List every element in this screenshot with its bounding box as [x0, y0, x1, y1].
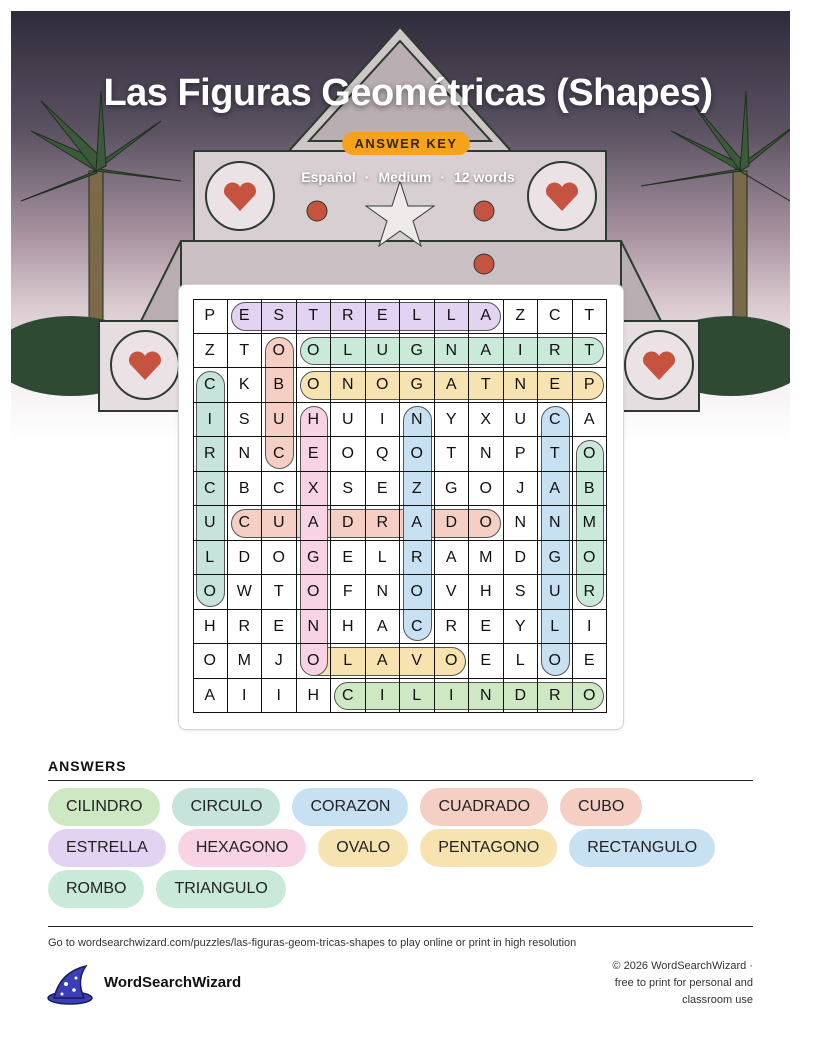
- grid-cell: E: [469, 610, 504, 645]
- grid-cell: A: [366, 644, 401, 679]
- grid-cell: A: [366, 610, 401, 645]
- grid-cell: U: [538, 575, 573, 610]
- grid-cell: A: [469, 299, 504, 334]
- grid-cell: N: [400, 403, 435, 438]
- grid-cell: L: [435, 299, 470, 334]
- grid-cell: H: [297, 679, 332, 714]
- grid-cell: G: [400, 334, 435, 369]
- grid-cell: A: [193, 679, 228, 714]
- page-title: Las Figuras Geométricas (Shapes): [103, 72, 713, 114]
- grid-cell: S: [228, 403, 263, 438]
- grid-cell: O: [573, 541, 608, 576]
- grid-cell: Y: [435, 403, 470, 438]
- wizard-hat-icon: [46, 962, 94, 1006]
- grid-cell: R: [538, 334, 573, 369]
- grid-cell: C: [262, 472, 297, 507]
- answer-chip-triangulo: TRIANGULO: [156, 870, 285, 908]
- answer-chip-rombo: ROMBO: [48, 870, 144, 908]
- grid-cell: C: [228, 506, 263, 541]
- grid-cell: N: [504, 368, 539, 403]
- grid-cell: R: [435, 610, 470, 645]
- answer-chip-cilindro: CILINDRO: [48, 788, 160, 826]
- copyright-line: free to print for personal and: [614, 977, 753, 989]
- grid-cell: P: [193, 299, 228, 334]
- grid-cell: U: [504, 403, 539, 438]
- grid-cell: W: [228, 575, 263, 610]
- grid-cell: O: [193, 644, 228, 679]
- grid-cell: J: [504, 472, 539, 507]
- grid-cell: O: [297, 644, 332, 679]
- grid-cell: C: [193, 472, 228, 507]
- grid-cell: T: [435, 437, 470, 472]
- grid-cell: V: [435, 575, 470, 610]
- grid-cell: N: [435, 334, 470, 369]
- copyright-notice: [563, 958, 753, 1009]
- grid-cell: N: [297, 610, 332, 645]
- grid-cell: A: [573, 403, 608, 438]
- meta-separator: ·: [440, 169, 445, 185]
- grid-cell: K: [228, 368, 263, 403]
- grid-cell: N: [469, 679, 504, 714]
- grid-cell: E: [228, 299, 263, 334]
- grid-cell: S: [262, 299, 297, 334]
- answer-chip-circulo: CIRCULO: [172, 788, 280, 826]
- grid-cell: I: [366, 679, 401, 714]
- grid-cell: T: [538, 437, 573, 472]
- grid-cell: X: [297, 472, 332, 507]
- grid-cell: I: [573, 610, 608, 645]
- answer-key-badge: ANSWER KEY: [342, 132, 470, 155]
- grid-cell: P: [573, 368, 608, 403]
- grid-cell: O: [469, 506, 504, 541]
- grid-cell: Z: [193, 334, 228, 369]
- grid-cell: A: [435, 541, 470, 576]
- answer-chip-estrella: ESTRELLA: [48, 829, 166, 867]
- grid-cell: T: [297, 299, 332, 334]
- grid-cell: A: [538, 472, 573, 507]
- word-count-label: 12 words: [454, 169, 515, 185]
- grid-cell: O: [573, 679, 608, 714]
- grid-cell: L: [193, 541, 228, 576]
- grid-cell: A: [297, 506, 332, 541]
- brand-name: WordSearchWizard: [104, 974, 242, 991]
- grid-cell: L: [400, 299, 435, 334]
- grid-cell: V: [400, 644, 435, 679]
- grid-cell: G: [297, 541, 332, 576]
- grid-cell: F: [331, 575, 366, 610]
- grid-cell: E: [297, 437, 332, 472]
- grid-cell: I: [366, 403, 401, 438]
- grid-cell: H: [193, 610, 228, 645]
- grid-cell: U: [331, 403, 366, 438]
- grid-cell: O: [297, 368, 332, 403]
- grid-cell: I: [262, 679, 297, 714]
- grid-cell: N: [504, 506, 539, 541]
- grid-cell: T: [573, 334, 608, 369]
- grid-cell: N: [366, 575, 401, 610]
- grid-cell: M: [228, 644, 263, 679]
- grid-cell: G: [400, 368, 435, 403]
- grid-cell: U: [366, 334, 401, 369]
- grid-cell: R: [193, 437, 228, 472]
- grid-cell: R: [366, 506, 401, 541]
- grid-cell: A: [435, 368, 470, 403]
- grid-cell: N: [331, 368, 366, 403]
- grid-cell: B: [228, 472, 263, 507]
- grid-cell: P: [504, 437, 539, 472]
- grid-cell: O: [331, 437, 366, 472]
- grid-cell: B: [262, 368, 297, 403]
- grid-cell: T: [262, 575, 297, 610]
- grid-cell: Y: [504, 610, 539, 645]
- grid-cell: L: [400, 679, 435, 714]
- grid-cell: L: [366, 541, 401, 576]
- grid-cell: S: [504, 575, 539, 610]
- grid-cell: C: [538, 299, 573, 334]
- grid-cell: O: [400, 575, 435, 610]
- grid-cell: I: [193, 403, 228, 438]
- grid-cell: D: [504, 541, 539, 576]
- copyright-line: classroom use: [682, 994, 753, 1006]
- grid-cell: I: [435, 679, 470, 714]
- grid-cell: R: [538, 679, 573, 714]
- grid-cell: U: [262, 403, 297, 438]
- grid-cell: X: [469, 403, 504, 438]
- grid-cell: H: [297, 403, 332, 438]
- answer-chip-cubo: CUBO: [560, 788, 642, 826]
- answers-heading: ANSWERS: [48, 758, 127, 774]
- grid-cell: O: [366, 368, 401, 403]
- grid-cell: N: [538, 506, 573, 541]
- grid-cell: C: [331, 679, 366, 714]
- grid-cell: C: [400, 610, 435, 645]
- grid-cell: R: [331, 299, 366, 334]
- grid-cell: S: [331, 472, 366, 507]
- grid-cell: N: [228, 437, 263, 472]
- grid-cell: G: [435, 472, 470, 507]
- copyright-line: © 2026 WordSearchWizard ·: [612, 960, 753, 972]
- grid-cell: E: [366, 299, 401, 334]
- grid-cell: O: [297, 334, 332, 369]
- grid-cell: B: [573, 472, 608, 507]
- grid-cell: Z: [400, 472, 435, 507]
- grid-cell: G: [538, 541, 573, 576]
- grid-cell: T: [573, 299, 608, 334]
- grid-cell: R: [400, 541, 435, 576]
- grid-cell: O: [262, 541, 297, 576]
- language-label: Español: [301, 169, 356, 185]
- grid-cell: D: [331, 506, 366, 541]
- grid-cell: L: [331, 644, 366, 679]
- grid-cell: E: [469, 644, 504, 679]
- meta-separator: ·: [364, 169, 370, 185]
- answer-chip-hexagono: HEXAGONO: [178, 829, 306, 867]
- letter-grid: [193, 299, 607, 713]
- grid-cell: L: [538, 610, 573, 645]
- grid-cell: O: [435, 644, 470, 679]
- answer-chip-ovalo: OVALO: [318, 829, 408, 867]
- grid-cell: E: [262, 610, 297, 645]
- footer-url-text: Go to wordsearchwizard.com/puzzles/las-figuras-geom-tricas-shapes to play online or print in high resolution: [48, 937, 577, 949]
- answer-chip-rectangulo: RECTANGULO: [569, 829, 715, 867]
- grid-cell: C: [538, 403, 573, 438]
- grid-cell: I: [504, 334, 539, 369]
- grid-cell: L: [331, 334, 366, 369]
- grid-cell: R: [573, 575, 608, 610]
- answer-chip-cuadrado: CUADRADO: [420, 788, 548, 826]
- grid-cell: E: [573, 644, 608, 679]
- difficulty-label: Medium: [378, 169, 432, 185]
- footer-divider: [48, 926, 753, 927]
- grid-cell: M: [573, 506, 608, 541]
- grid-cell: O: [538, 644, 573, 679]
- grid-cell: R: [228, 610, 263, 645]
- grid-cell: T: [228, 334, 263, 369]
- grid-cell: M: [469, 541, 504, 576]
- answer-chip-pentagono: PENTAGONO: [420, 829, 557, 867]
- grid-cell: Q: [366, 437, 401, 472]
- grid-cell: D: [435, 506, 470, 541]
- grid-cell: I: [228, 679, 263, 714]
- grid-cell: N: [469, 437, 504, 472]
- grid-cell: D: [228, 541, 263, 576]
- grid-cell: E: [331, 541, 366, 576]
- grid-cell: O: [469, 472, 504, 507]
- grid-cell: E: [366, 472, 401, 507]
- grid-cell: Z: [504, 299, 539, 334]
- grid-cell: O: [297, 575, 332, 610]
- grid-cell: O: [573, 437, 608, 472]
- grid-cell: L: [504, 644, 539, 679]
- grid-cell: D: [504, 679, 539, 714]
- grid-cell: C: [262, 437, 297, 472]
- grid-cell: E: [538, 368, 573, 403]
- grid-cell: A: [469, 334, 504, 369]
- grid-cell: H: [469, 575, 504, 610]
- answer-chip-corazon: CORAZON: [292, 788, 408, 826]
- puzzle-meta: [0, 169, 816, 185]
- grid-cell: A: [400, 506, 435, 541]
- grid-cell: J: [262, 644, 297, 679]
- grid-cell: H: [331, 610, 366, 645]
- grid-cell: T: [469, 368, 504, 403]
- grid-cell: O: [193, 575, 228, 610]
- grid-cell: C: [193, 368, 228, 403]
- grid-cell: U: [262, 506, 297, 541]
- grid-cell: U: [193, 506, 228, 541]
- answers-divider: [48, 780, 753, 781]
- grid-cell: O: [262, 334, 297, 369]
- grid-cell: O: [400, 437, 435, 472]
